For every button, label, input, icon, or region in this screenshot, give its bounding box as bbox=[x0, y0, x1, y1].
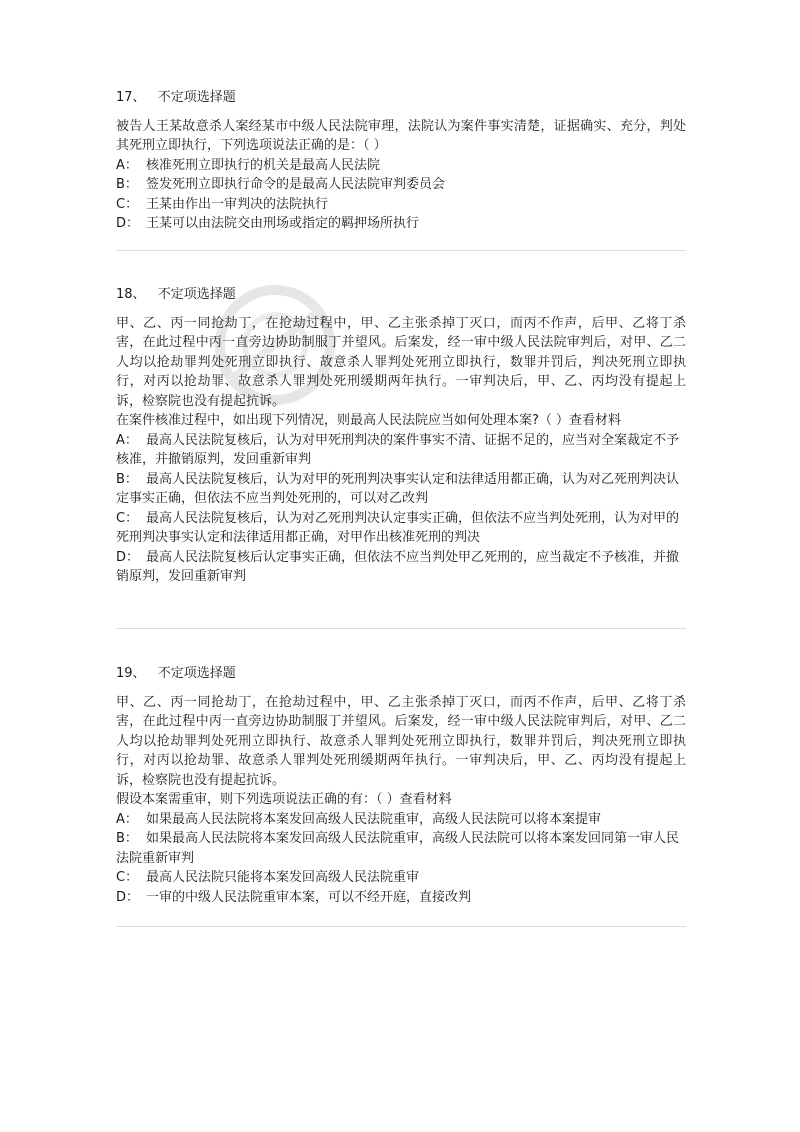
option-text: 最高人民法院只能将本案发回高级人民法院重审 bbox=[146, 870, 420, 885]
question-stem: 假设本案需重审，则下列选项说法正确的有：（ ）查看材料 bbox=[116, 792, 452, 807]
option-d[interactable] bbox=[116, 888, 686, 908]
option-label: C： bbox=[116, 870, 139, 885]
option-text: 最高人民法院复核后认定事实正确，但依法不应当判处甲乙死刑的，应当裁定不予核准，并撤销原判，发回重新审判 bbox=[116, 549, 680, 584]
option-text: 一审的中级人民法院重审本案，可以不经开庭，直接改判 bbox=[146, 889, 472, 905]
option-text: 最高人民法院复核后，认为对乙死刑判决认定事实正确，但依法不应当判处死刑，认为对甲的死刑判决事实认定和法律适用都正确，对甲作出核准死刑的判决 bbox=[116, 510, 680, 545]
option-a[interactable] bbox=[116, 156, 686, 176]
question-stem: 在案件核准过程中，如出现下列情况，则最高人民法院应当如何处理本案?（ ）查看材料 bbox=[116, 413, 622, 428]
option-label: A： bbox=[116, 432, 138, 448]
question-header bbox=[116, 88, 686, 108]
option-label: A： bbox=[116, 157, 138, 173]
question-type: 不定项选择题 bbox=[157, 666, 236, 681]
option-a[interactable] bbox=[116, 431, 686, 470]
option-c[interactable] bbox=[116, 509, 686, 548]
option-label: D： bbox=[116, 889, 140, 905]
option-text: 核准死刑立即执行的机关是最高人民法院 bbox=[146, 157, 381, 173]
question-number: 17、 bbox=[116, 90, 146, 105]
question-header bbox=[116, 664, 686, 684]
divider bbox=[116, 250, 686, 251]
option-label: B： bbox=[116, 831, 138, 846]
option-text: 如果最高人民法院将本案发回高级人民法院重审，高级人民法院可以将本案提审 bbox=[146, 811, 602, 827]
option-label: D： bbox=[116, 216, 140, 231]
option-label: B： bbox=[116, 177, 138, 192]
question-number: 18、 bbox=[116, 287, 146, 302]
option-c[interactable] bbox=[116, 195, 686, 215]
option-a[interactable] bbox=[116, 810, 686, 830]
option-text: 最高人民法院复核后，认为对甲的死刑判决事实认定和法律适用都正确，认为对乙死刑判决认定事实正确，但依法不应当判处死刑的，可以对乙改判 bbox=[116, 471, 680, 506]
option-d[interactable] bbox=[116, 214, 686, 234]
question-17 bbox=[116, 88, 686, 234]
option-label: C： bbox=[116, 196, 139, 212]
option-label: D： bbox=[116, 549, 140, 565]
option-c[interactable] bbox=[116, 868, 686, 888]
question-18 bbox=[116, 285, 686, 587]
option-b[interactable] bbox=[116, 829, 686, 868]
option-b[interactable] bbox=[116, 470, 686, 509]
option-label: C： bbox=[116, 510, 139, 526]
question-type: 不定项选择题 bbox=[157, 287, 236, 302]
divider bbox=[116, 628, 686, 629]
question-material: 甲、乙、丙一同抢劫丁，在抢劫过程中，甲、乙主张杀掉丁灭口，而丙不作声，后甲、乙将丁杀害，在此过程中丙一直旁边协助制服丁并望风。后案发，经一审中级人民法院审判后，对甲、乙二人均以抢劫罪判处死刑立即执行、故意杀人罪判处死刑立即执行，数罪并罚后，判决死刑立即执行，对丙以抢劫罪、故意杀人罪判处死刑缓期两年执行。一审判决后，甲、乙、丙均没有提起上诉，检察院也没有提起抗诉。 bbox=[116, 315, 686, 409]
option-label: B： bbox=[116, 471, 138, 487]
question-type: 不定项选择题 bbox=[157, 90, 236, 105]
divider bbox=[116, 926, 686, 927]
option-label: A： bbox=[116, 811, 138, 827]
option-text: 最高人民法院复核后，认为对甲死刑判决的案件事实不清、证据不足的，应当对全案裁定不予核准，并撤销原判，发回重新审判 bbox=[116, 432, 680, 467]
question-material: 甲、乙、丙一同抢劫丁，在抢劫过程中，甲、乙主张杀掉丁灭口，而丙不作声，后甲、乙将丁杀害，在此过程中丙一直旁边协助制服丁并望风。后案发，经一审中级人民法院审判后，对甲、乙二人均以抢劫罪判处死刑立即执行、故意杀人罪判处死刑立即执行，数罪并罚后，判决死刑立即执行，对丙以抢劫罪、故意杀人罪判处死刑缓期两年执行。一审判决后，甲、乙、丙均没有提起上诉，检察院也没有提起抗诉。 bbox=[116, 694, 686, 788]
question-stem: 被告人王某故意杀人案经某市中级人民法院审理，法院认为案件事实清楚，证据确实、充分，判处其死刑立即执行，下列选项说法正确的是：（ ） bbox=[116, 118, 686, 153]
question-number: 19、 bbox=[116, 666, 146, 681]
option-text: 签发死刑立即执行命令的是最高人民法院审判委员会 bbox=[146, 177, 446, 192]
option-text: 如果最高人民法院将本案发回高级人民法院重审，高级人民法院可以将本案发回同第一审人民法院重新审判 bbox=[116, 831, 680, 866]
option-d[interactable] bbox=[116, 548, 686, 587]
option-text: 王某可以由法院交由刑场或指定的羁押场所执行 bbox=[146, 216, 420, 231]
question-19 bbox=[116, 664, 686, 907]
question-header bbox=[116, 285, 686, 305]
option-b[interactable] bbox=[116, 175, 686, 195]
option-text: 王某由作出一审判决的法院执行 bbox=[146, 196, 329, 212]
